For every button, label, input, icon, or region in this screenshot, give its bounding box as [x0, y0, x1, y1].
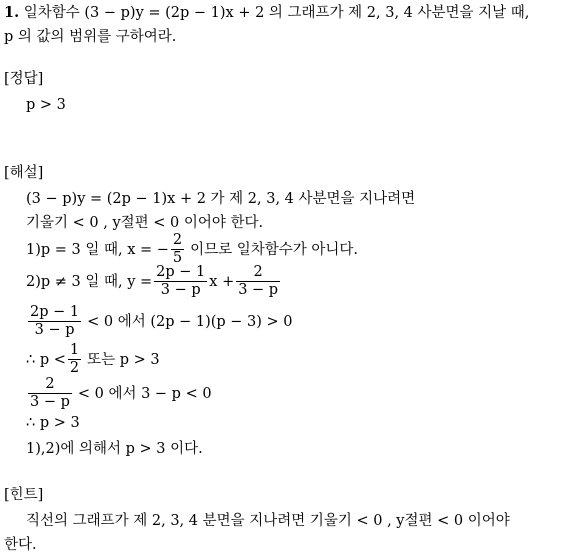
fraction-numerator: 2p − 1 — [30, 304, 80, 320]
solution-line-7-post: < 0 에서 3 − p < 0 — [77, 385, 212, 402]
solution-line-4-pre: 2)p ≠ 3 일 때, y = — [26, 273, 153, 290]
solution-line-1: (3 − p)y = (2p − 1)x + 2 가 제 2, 3, 4 사분면을 지나려면 — [26, 191, 416, 207]
solution-line-8: ∴ p > 3 — [26, 415, 80, 431]
fraction-denominator: 3 − p — [160, 282, 201, 298]
solution-line-4-mid: x + — [209, 273, 235, 290]
solution-line-6-pre: ∴ p < — [26, 351, 66, 368]
fraction-numerator: 2 — [236, 264, 280, 282]
hint-heading: [힌트] — [4, 487, 44, 503]
solution-line-5 — [26, 304, 293, 339]
fraction-numerator: 1 — [69, 342, 80, 358]
solution-line-5-post: < 0 에서 (2p − 1)(p − 3) > 0 — [87, 313, 293, 330]
fraction — [28, 304, 81, 339]
solution-line-3-post: 이므로 일차함수가 아니다. — [190, 241, 359, 258]
fraction — [68, 342, 81, 377]
problem-text-line1: 일차함수 (3 − p)y = (2p − 1)x + 2 의 그래프가 제 2, 3, 4 사분면을 지날 때, — [23, 5, 530, 21]
fraction-numerator: 2 — [28, 376, 72, 394]
hint-line-2: 한다. — [4, 537, 37, 553]
solution-line-3-pre: 1)p = 3 일 때, x = − — [26, 241, 169, 258]
fraction — [28, 376, 72, 411]
fraction-numerator: 2p − 1 — [156, 264, 206, 280]
solution-heading: [해설] — [4, 165, 44, 181]
fraction-denominator: 3 − p — [238, 282, 279, 298]
answer-text: p > 3 — [26, 97, 66, 113]
solution-line-2: 기울기 < 0 , y절편 < 0 이어야 한다. — [26, 215, 264, 231]
solution-line-4 — [26, 264, 282, 299]
fraction — [171, 232, 184, 267]
problem-number: 1. — [4, 4, 20, 21]
solution-line-6 — [26, 342, 160, 377]
fraction-denominator: 3 − p — [30, 394, 70, 410]
solution-line-6-post: 또는 p > 3 — [87, 351, 160, 368]
solution-line-9: 1),2)에 의해서 p > 3 이다. — [26, 441, 203, 457]
fraction — [154, 264, 207, 299]
fraction-denominator: 5 — [172, 250, 183, 266]
solution-line-3 — [26, 232, 358, 267]
fraction-numerator: 2 — [172, 232, 183, 248]
problem-text-line2: p 의 값의 범위를 구하여라. — [4, 29, 177, 45]
answer-heading: [정답] — [4, 71, 44, 87]
fraction — [236, 264, 280, 299]
hint-line-1: 직선의 그래프가 제 2, 3, 4 분면을 지나려면 기울기 < 0 , y절편 < 0 이어야 — [26, 513, 510, 529]
solution-line-7 — [26, 376, 212, 411]
fraction-denominator: 3 − p — [34, 322, 75, 338]
fraction-denominator: 2 — [69, 360, 80, 376]
